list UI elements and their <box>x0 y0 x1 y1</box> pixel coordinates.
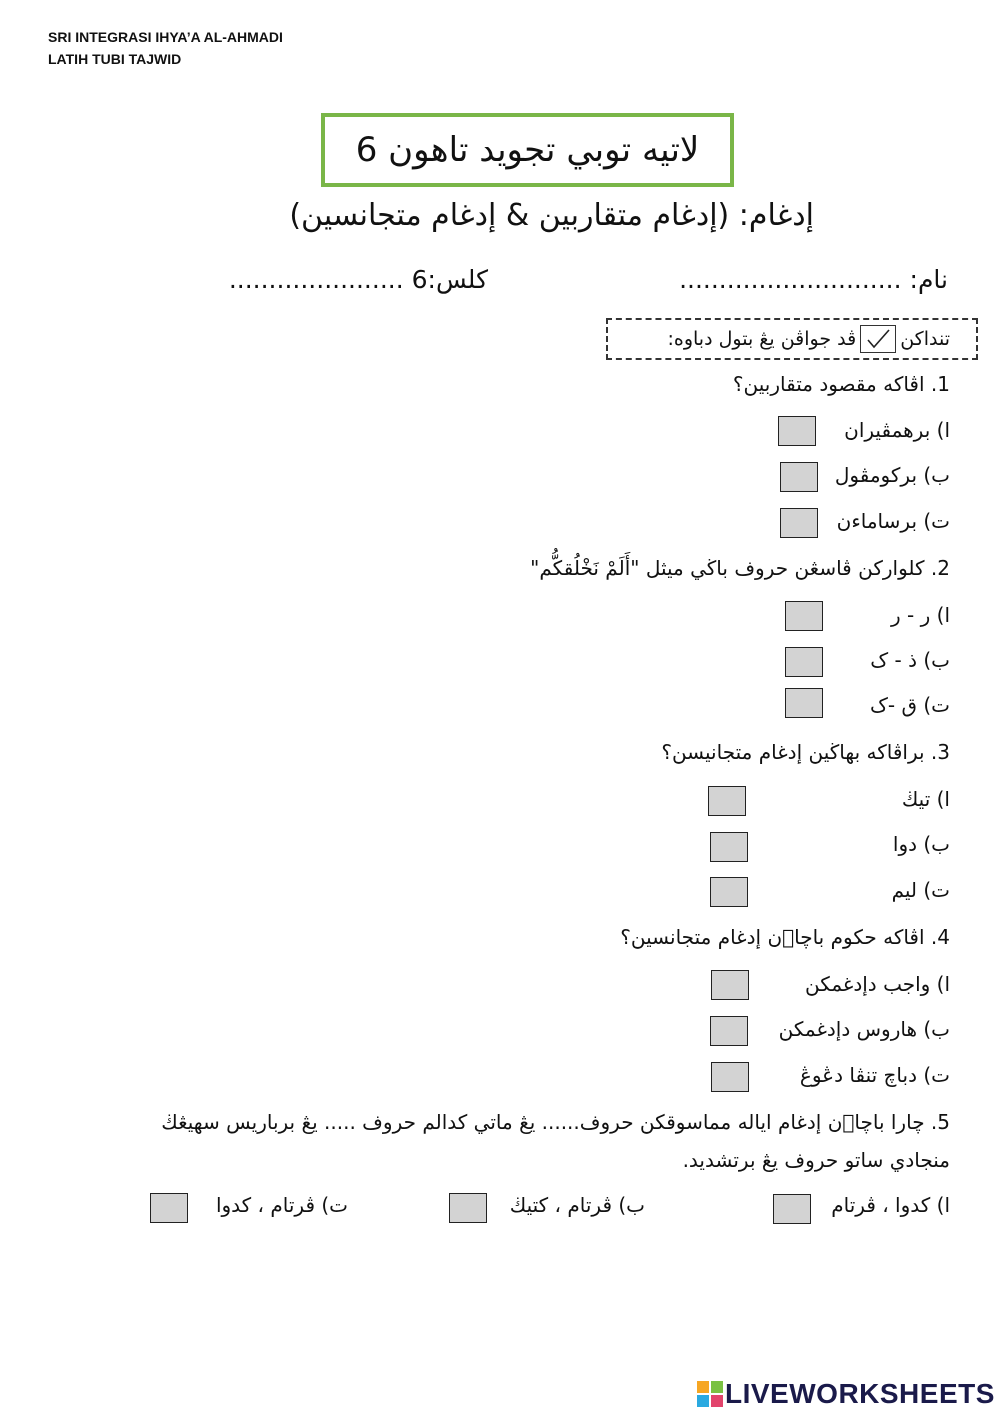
q1-option-c: ت) برساماءن <box>836 509 950 533</box>
q5-option-c: ت) ڤرتام ، كدوا <box>215 1193 348 1217</box>
question-1: 1. اڤاكه مقصود متقاربين؟ <box>732 372 950 396</box>
q3-option-a: ا) تيڬ <box>901 787 950 811</box>
q3-answer-box-b[interactable] <box>710 832 748 862</box>
question-5-line-1: 5. چارا باچا٘ن إدغام اياله مماسوقكن حروف...... يڠ ماتي كدالم حروف ..... يڠ برباريس سهيڠڬ <box>161 1110 950 1134</box>
student-name-field: نام: ............................ <box>679 265 948 294</box>
school-name: SRI INTEGRASI IHYA’A AL-AHMADI <box>48 29 283 45</box>
q4-answer-box-b[interactable] <box>710 1016 748 1046</box>
logo-block <box>697 1381 709 1393</box>
q4-answer-box-a[interactable] <box>711 970 749 1000</box>
q4-option-c: ت) دباچ تنڤا دڠوڠ <box>799 1063 950 1087</box>
worksheet-title: لاتيه توبي تجويد تاهون 6 <box>321 113 734 187</box>
q1-answer-box-b[interactable] <box>780 462 818 492</box>
q2-answer-box-a[interactable] <box>785 601 823 631</box>
q5-answer-box-b[interactable] <box>449 1193 487 1223</box>
logo-blocks-icon <box>697 1381 723 1407</box>
logo-block <box>697 1395 709 1407</box>
q4-option-b: ب) هاروس دإدغمكن <box>778 1017 950 1041</box>
school-header <box>48 26 283 70</box>
q5-option-a: ا) كدوا ، ڤرتام <box>831 1193 950 1217</box>
q2-option-a: ا) ر - ر <box>891 603 950 627</box>
q4-option-a: ا) واجب دإدغمكن <box>805 972 950 996</box>
q5-answer-box-c[interactable] <box>150 1193 188 1223</box>
q3-answer-box-a[interactable] <box>708 786 746 816</box>
q2-option-c: ت) ق -ک <box>870 693 950 717</box>
logo-text: LIVEWORKSHEETS <box>725 1378 995 1409</box>
logo-block <box>711 1381 723 1393</box>
q5-option-b: ب) ڤرتام ، كتيڬ <box>509 1193 645 1217</box>
liveworksheets-logo[interactable] <box>697 1378 995 1410</box>
worksheet-subject: LATIH TUBI TAJWID <box>48 51 182 67</box>
logo-block <box>711 1395 723 1407</box>
q3-answer-box-c[interactable] <box>710 877 748 907</box>
question-4: 4. اڤاكه حكوم باچا٘ن إدغام متجانسين؟ <box>620 925 950 949</box>
q1-answer-box-a[interactable] <box>778 416 816 446</box>
q3-option-c: ت) ليم <box>891 878 950 902</box>
question-3: 3. براڤاكه بهاڬين إدغام متجانيسن؟ <box>661 740 950 764</box>
student-class-field: كلس:6 ...................... <box>228 265 488 294</box>
q2-answer-box-c[interactable] <box>785 688 823 718</box>
q3-option-b: ب) دوا <box>892 832 950 856</box>
question-5-line-2: منجادي ساتو حروف يڠ برتشديد. <box>682 1148 950 1172</box>
q5-answer-box-a[interactable] <box>773 1194 811 1224</box>
q2-answer-box-b[interactable] <box>785 647 823 677</box>
checkmark-icon <box>860 325 896 353</box>
q1-option-b: ب) بركومڤول <box>834 463 950 487</box>
q1-answer-box-c[interactable] <box>780 508 818 538</box>
q4-answer-box-c[interactable] <box>711 1062 749 1092</box>
instruction-after: ڤد جواڤن يڠ بتول دباوه: <box>667 328 857 350</box>
instruction-box <box>606 318 978 360</box>
question-2: 2. كلواركن ڤاسڠن حروف باڬي ميثل "أَلَمْ نَخْلُقكُّم" <box>530 556 950 580</box>
q2-option-b: ب) ذ - ک <box>870 648 950 672</box>
worksheet-subtitle: إدغام: (إدغام متقاربين & إدغام متجانسين) <box>289 198 814 233</box>
instruction-before: تنداكن <box>900 328 950 350</box>
q1-option-a: ا) برهمڤيران <box>844 418 950 442</box>
